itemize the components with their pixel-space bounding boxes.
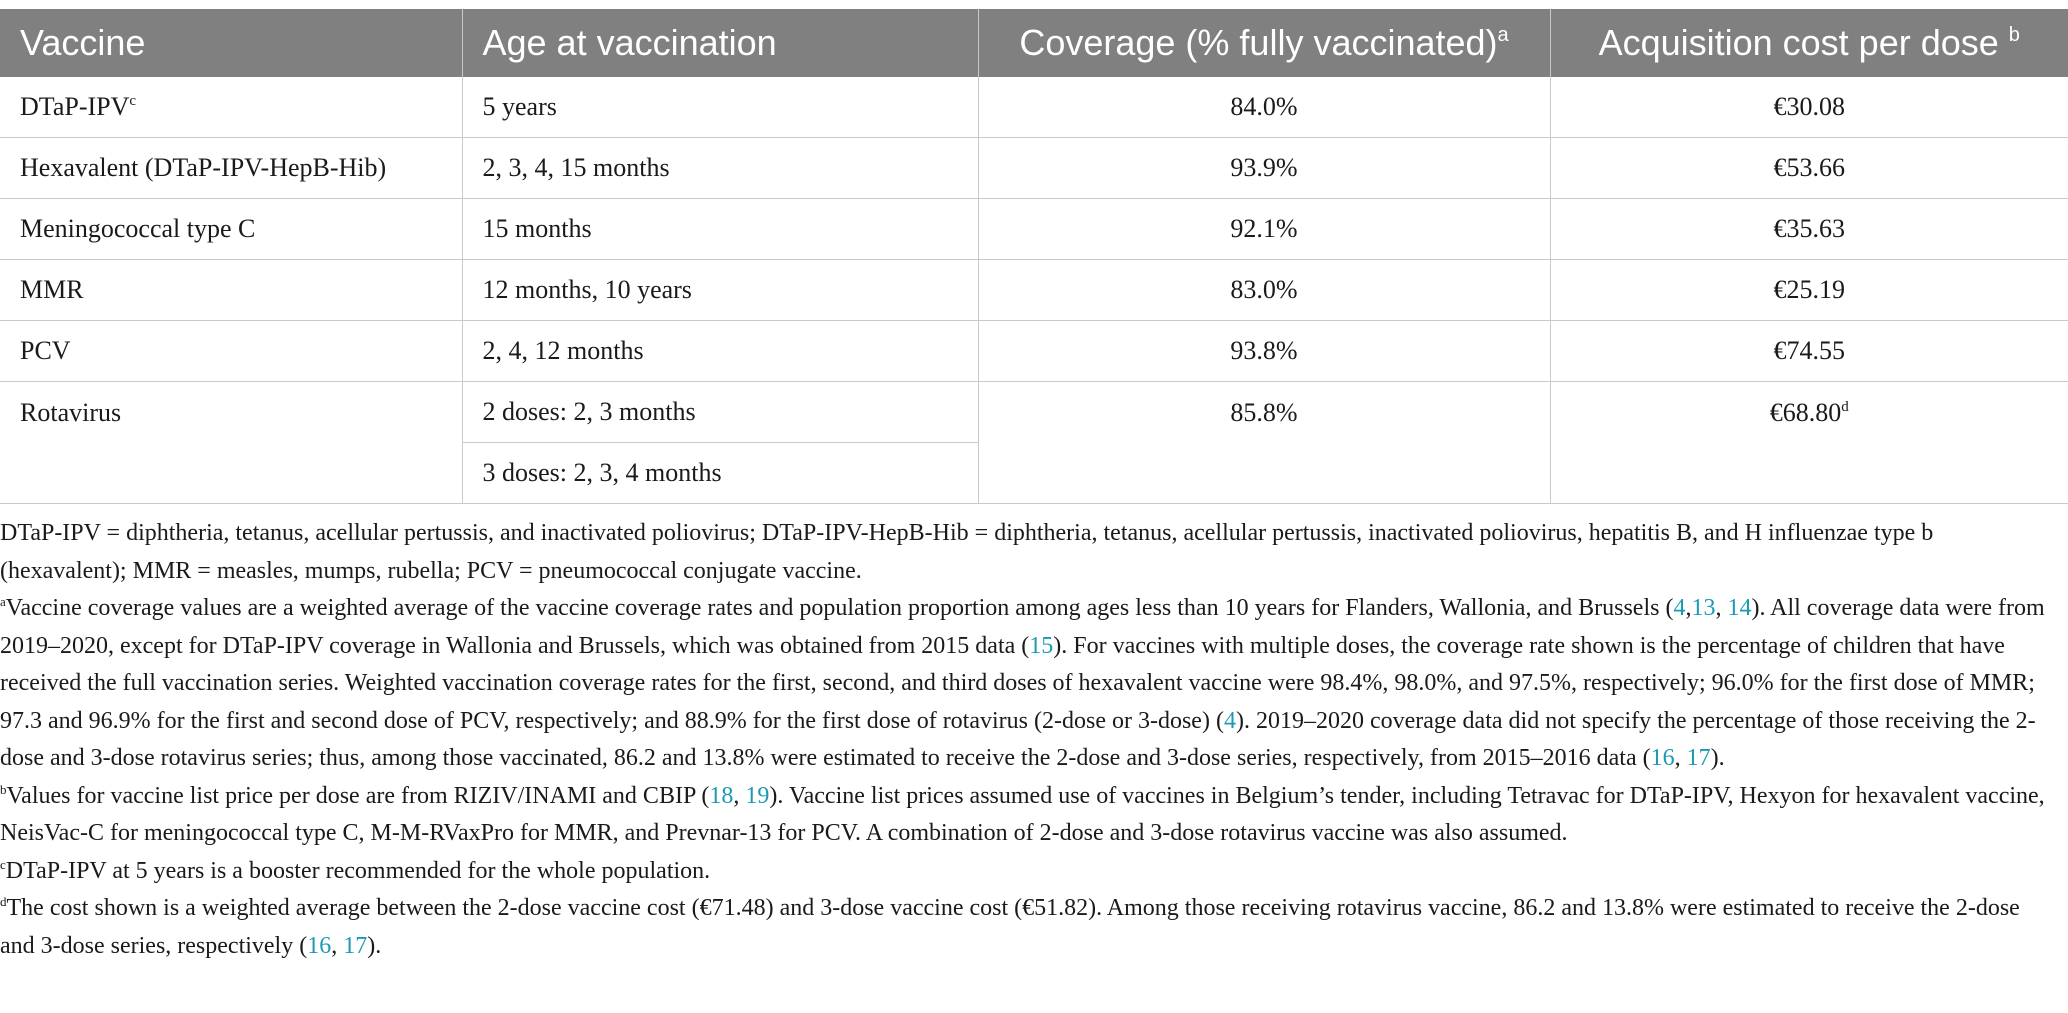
age-cell: 3 doses: 2, 3, 4 months	[462, 443, 978, 504]
cost-cell: €30.08	[1550, 77, 2068, 138]
cost-cell: €74.55	[1550, 321, 2068, 382]
cost-cell: €53.66	[1550, 138, 2068, 199]
table-row	[0, 138, 2068, 199]
reference-link[interactable]: 18	[709, 782, 734, 809]
reference-link[interactable]: 17	[1686, 745, 1711, 771]
reference-link[interactable]: 16	[307, 932, 332, 959]
table-row	[0, 382, 2068, 443]
reference-link[interactable]: 17	[343, 932, 368, 959]
coverage-cell: 93.8%	[978, 321, 1550, 382]
age-cell: 2, 3, 4, 15 months	[462, 138, 978, 199]
reference-link[interactable]: 4	[1673, 595, 1686, 621]
reference-link[interactable]: 15	[1029, 632, 1054, 659]
footnote-abbreviations: DTaP-IPV = diphtheria, tetanus, acellular pertussis, and inactivated poliovirus; DTaP-IPV-HepB-Hib = diphtheria, tetanus, acellular pertussis, inactivated poliovirus, hepatitis B, and H influenzae type b (hexavalent); MMR = measles, mumps, rubella; PCV = pneumococcal conjugate vaccine.	[0, 520, 1934, 584]
coverage-cell: 93.9%	[978, 138, 1550, 199]
table-header-row	[0, 9, 2068, 77]
vaccine-cell: PCV	[0, 321, 462, 382]
cost-cell: €35.63	[1550, 199, 2068, 260]
footnote-marker: c	[0, 856, 6, 872]
header-cost: Acquisition cost per dose $^b$	[1550, 9, 2068, 77]
footnote-c: $^c$DTaP-IPV at 5 years is a booster recommended for the whole population.	[0, 856, 711, 884]
footnote-marker: b	[0, 781, 7, 797]
vaccine-cell: DTaP-IPV$^c$	[0, 77, 462, 138]
age-cell: 2 doses: 2, 3 months	[462, 382, 978, 443]
reference-link[interactable]: 19	[745, 782, 770, 809]
footnote-d: $^d$The cost shown is a weighted average between the 2-dose vaccine cost (€71.48) and 3-dose vaccine cost (€51.82). Among those receiving rotavirus vaccine, 86.2 and 13.8% were estimated to receive the 2-dose and 3-dose series, respectively (16, 17).	[0, 894, 2020, 959]
reference-link[interactable]: 16	[1650, 745, 1675, 771]
coverage-cell: 92.1%	[978, 199, 1550, 260]
table-row	[0, 199, 2068, 260]
table-row	[0, 321, 2068, 382]
cost-cell: €25.19	[1550, 260, 2068, 321]
age-cell: 5 years	[462, 77, 978, 138]
table-row	[0, 77, 2068, 138]
reference-link[interactable]: 4	[1223, 707, 1236, 734]
footnote-b: $^b$Values for vaccine list price per dose are from RIZIV/INAMI and CBIP (18, 19). Vaccine list prices assumed use of vaccines in Belgium’s tender, including Tetravac for DTaP-IPV, Hexyon for hexavalent vaccine, NeisVac-C for meningococcal type C, M-M-RVaxPro for MMR, and Prevnar-13 for PCV. A combination of 2-dose and 3-dose rotavirus vaccine was also assumed.	[0, 781, 2045, 846]
cost-cell: €68.80$^d$	[1550, 382, 2068, 504]
header-vaccine: Vaccine	[0, 9, 462, 77]
coverage-cell: 85.8%	[978, 382, 1550, 504]
vaccine-cell: Meningococcal type C	[0, 199, 462, 260]
header-age: Age at vaccination	[462, 9, 978, 77]
reference-link[interactable]: 13	[1691, 595, 1716, 621]
table-footnotes	[0, 515, 2060, 965]
table-row	[0, 260, 2068, 321]
age-cell: 12 months, 10 years	[462, 260, 978, 321]
coverage-cell: 83.0%	[978, 260, 1550, 321]
vaccine-table	[0, 9, 2068, 504]
coverage-cell: 84.0%	[978, 77, 1550, 138]
footnote-marker: d	[0, 894, 7, 909]
header-coverage: Coverage (% fully vaccinated)$^a$	[978, 9, 1550, 77]
age-cell: 2, 4, 12 months	[462, 321, 978, 382]
vaccine-cell: Rotavirus	[0, 382, 462, 504]
footnote-marker: a	[0, 594, 6, 609]
footnote-a: $^a$Vaccine coverage values are a weighted average of the vaccine coverage rates and population proportion among ages less than 10 years for Flanders, Wallonia, and Brussels (4,13, 14). All coverage data were from 2019–2020, except for DTaP-IPV coverage in Wallonia and Brussels, which was obtained from 2015 data (15). For vaccines with multiple doses, the coverage rate shown is the percentage of children that have received the full vaccination series. Weighted vaccination coverage rates for the first, second, and third doses of hexavalent vaccine were 98.4%, 98.0%, and 97.5%, respectively; 96.0% for the first dose of MMR; 97.3 and 96.9% for the first and second dose of PCV, respectively; and 88.9% for the first dose of rotavirus (2-dose or 3-dose) (4). 2019–2020 coverage data did not specify the percentage of those receiving the 2-dose and 3-dose rotavirus series; thus, among those vaccinated, 86.2 and 13.8% were estimated to receive the 2-dose and 3-dose series, respectively, from 2015–2016 data (16, 17).	[0, 594, 2045, 771]
vaccine-cell: MMR	[0, 260, 462, 321]
vaccine-cell: Hexavalent (DTaP-IPV-HepB-Hib)	[0, 138, 462, 199]
reference-link[interactable]: 14	[1727, 595, 1752, 621]
vaccine-table-container	[0, 9, 2068, 504]
age-cell: 15 months	[462, 199, 978, 260]
